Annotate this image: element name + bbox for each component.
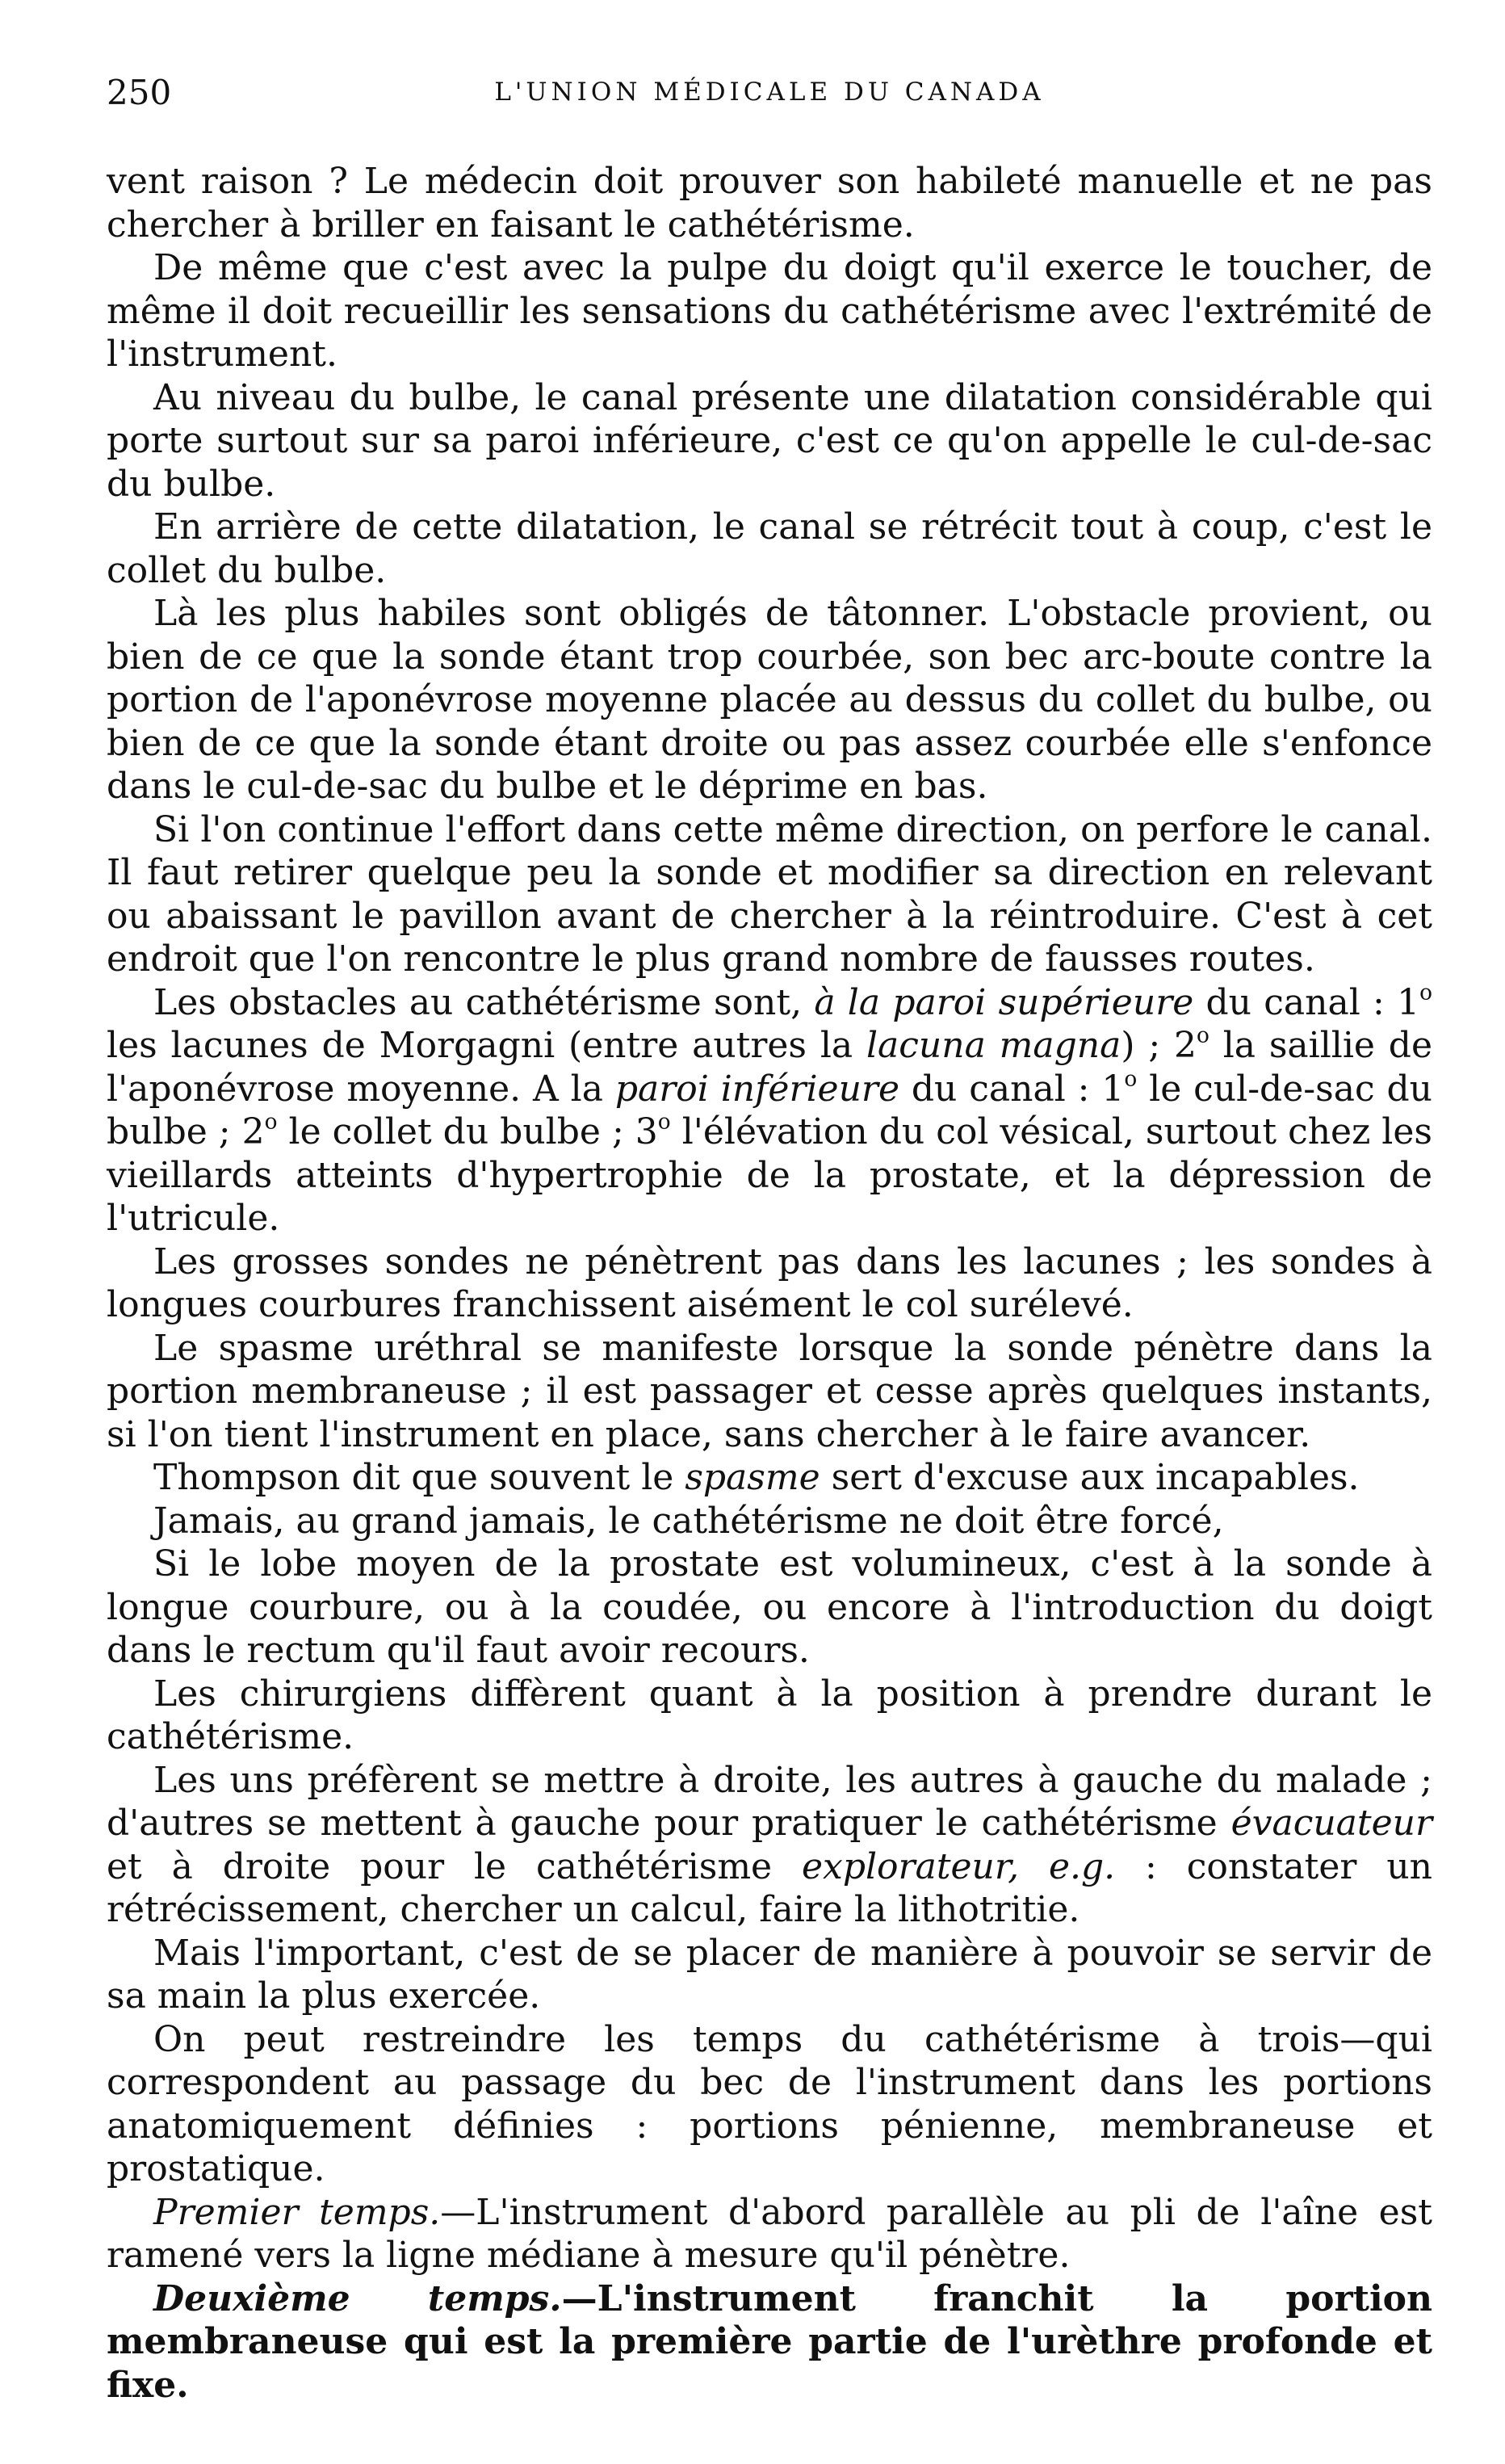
paragraph (107, 2277, 1432, 2407)
paragraph: Mais l'important, c'est de se placer de manière à pouvoir se servir de sa main la plus exercée. (107, 1932, 1432, 2017)
ordinal-mark: o (657, 1109, 671, 1135)
italic-run: lacuna magna (866, 1025, 1121, 1066)
italic-run: paroi inférieure (614, 1068, 900, 1110)
paragraph: Les chirurgiens diffèrent quant à la position à prendre durant le cathétérisme. (107, 1673, 1432, 1757)
article-body (107, 160, 1432, 2407)
text-run: les lacunes de Morgagni (entre autres la (107, 1025, 866, 1066)
text-run: le cul-de-sac du bulbe ; 2 (107, 1068, 1432, 1152)
italic-run: évacuateur (1230, 1803, 1432, 1844)
paragraph: Si le lobe moyen de la prostate est volumineux, c'est à la sonde à longue courbure, ou à la coudée, ou encore à l'introduction du doigt dans le rectum qu'il faut avoir recours. (107, 1543, 1432, 1671)
paragraph (107, 2191, 1432, 2277)
paragraph: Au niveau du bulbe, le canal présente une dilatation considérable qui porte surtout sur sa paroi inférieure, c'est ce qu'on appelle le cul-de-sac du bulbe. (107, 376, 1432, 505)
text-run: l'élévation du col vésical, surtout chez les vieillards atteints d'hypertrophie de la prostate, et la dépression de l'utricule. (107, 1111, 1432, 1239)
italic-run: à la paroi supérieure (814, 981, 1194, 1023)
italic-run: explorateur, e.g. (801, 1845, 1116, 1887)
paragraph: vent raison ? Le médecin doit prouver son habileté manuelle et ne pas chercher à briller en faisant le cathétérisme. (107, 161, 1432, 246)
paragraph (107, 1456, 1432, 1500)
paragraph (107, 981, 1432, 1240)
italic-run: spasme (685, 1457, 820, 1498)
paragraph: Les grosses sondes ne pénètrent pas dans les lacunes ; les sondes à longues courbures franchissent aisément le col surélevé. (107, 1240, 1432, 1325)
paragraph: On peut restreindre les temps du cathétérisme à trois—qui correspondent au passage du bec de l'instrument dans les portions anatomiquement définies : portions pénienne, membraneuse et prostatique. (107, 2018, 1432, 2189)
text-run: Thompson dit que souvent le (153, 1457, 685, 1498)
ordinal-mark: o (264, 1109, 278, 1135)
paragraph: Si l'on continue l'effort dans cette même direction, on perfore le canal. Il faut retirer quelque peu la sonde et modifier sa direction en relevant ou abaissant le pavillon avant de chercher à la réintroduire. C'est à cet endroit que l'on rencontre le plus grand nombre de fausses routes. (107, 808, 1432, 980)
paragraph (107, 1759, 1432, 1932)
text-run: du canal : 1 (899, 1068, 1125, 1110)
running-title: L'UNION MÉDICALE DU CANADA (494, 78, 1045, 107)
page-number: 250 (107, 73, 172, 112)
ordinal-mark: o (1196, 1022, 1209, 1048)
text-run: —L'instrument d'abord parallèle au pli de l'aîne est ramené vers la ligne médiane à mesure qu'il pénètre. (107, 2191, 1432, 2276)
ordinal-mark: o (1124, 1066, 1138, 1092)
paragraph: De même que c'est avec la pulpe du doigt qu'il exerce le toucher, de même il doit recueillir les sensations du cathétérisme avec l'extrémité de l'instrument. (107, 247, 1432, 375)
section-heading-italic: Deuxième temps. (153, 2277, 562, 2319)
text-run: —L'instrument franchit la portion membraneuse qui est la première partie de l'urèthre profonde et fixe. (107, 2277, 1433, 2406)
paragraph: Le spasme uréthral se manifeste lorsque la sonde pénètre dans la portion membraneuse ; il est passager et cesse après quelques instants, si l'on tient l'instrument en place, sans chercher à le faire avancer. (107, 1327, 1432, 1455)
ordinal-mark: o (1419, 980, 1432, 1005)
text-run: la saillie de l'aponévrose moyenne. A la (107, 1025, 1432, 1110)
paragraph: Jamais, au grand jamais, le cathétérisme ne doit être forcé, (153, 1500, 1224, 1542)
text-run: sert d'excuse aux incapables. (820, 1457, 1360, 1498)
text-run: : constater un rétrécissement, chercher un calcul, faire la lithotritie. (107, 1845, 1432, 1930)
paragraph: En arrière de cette dilatation, le canal se rétrécit tout à coup, c'est le collet du bulbe. (107, 506, 1432, 591)
text-run: et à droite pour le cathétérisme (107, 1845, 802, 1887)
page-header (107, 73, 1432, 137)
text-run: du canal : 1 (1193, 981, 1420, 1023)
section-heading-italic: Premier temps. (153, 2191, 441, 2233)
text-run: Les obstacles au cathétérisme sont, (153, 981, 815, 1023)
text-run: ) ; 2 (1121, 1025, 1197, 1066)
paragraph: Là les plus habiles sont obligés de tâtonner. L'obstacle provient, ou bien de ce que la sonde étant trop courbée, son bec arc-boute contre la portion de l'aponévrose moyenne placée au dessus du collet du bulbe, ou bien de ce que la sonde étant droite ou pas assez courbée elle s'enfonce dans le cul-de-sac du bulbe et le déprime en bas. (107, 593, 1432, 807)
text-run: Les uns préfèrent se mettre à droite, les autres à gauche du malade ; d'autres se mettent à gauche pour pratiquer le cathétérisme (107, 1759, 1432, 1844)
text-run: le collet du bulbe ; 3 (277, 1111, 658, 1152)
